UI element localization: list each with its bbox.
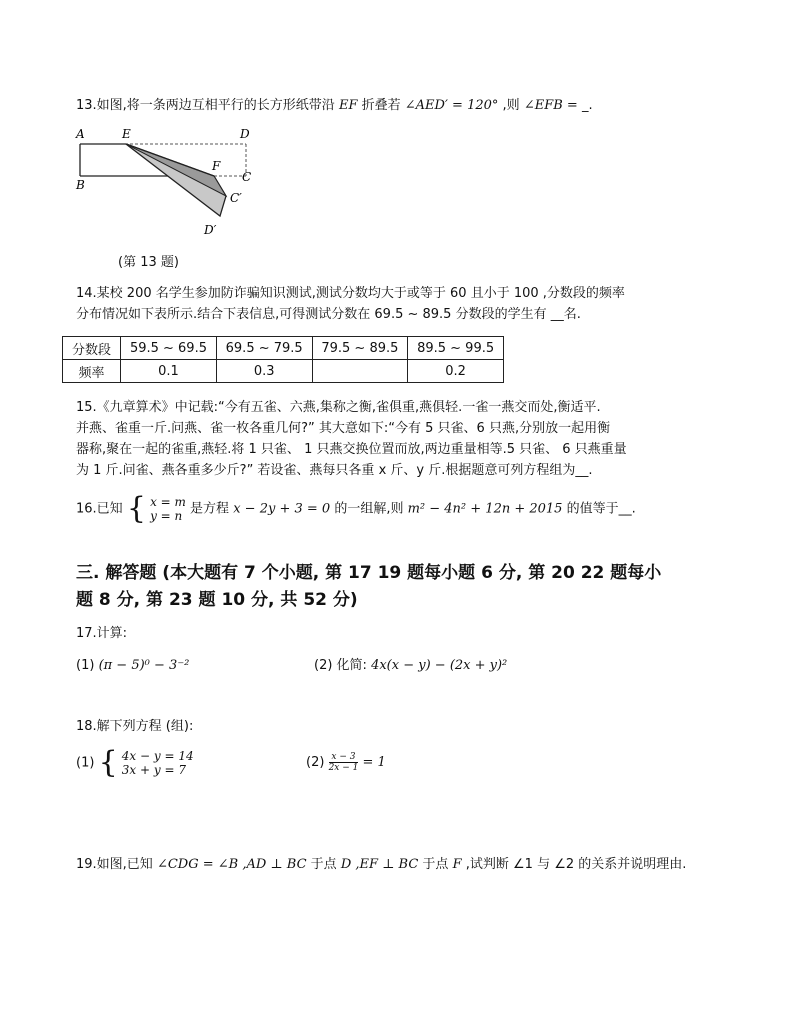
q17-p2-label: (2) 化简: — [314, 658, 367, 673]
q13-caption: (第 13 题) — [118, 255, 179, 270]
q19-text2: 于点 — [422, 857, 449, 872]
q19-cond3: ,EF ⊥ BC — [355, 857, 419, 872]
table-cell: 分数段 — [63, 337, 121, 360]
q18-part2 — [306, 752, 386, 774]
table-cell: 79.5 ~ 89.5 — [312, 337, 408, 360]
q16-pre: 16.已知 — [76, 501, 123, 517]
q17-p2-expression: 4x(x − y) − (2x + y)² — [371, 658, 508, 673]
q13-figure — [74, 124, 264, 242]
q18-eq1: 4x − y = 14 — [121, 749, 194, 763]
table-row — [63, 360, 504, 383]
q19-point-d: D — [340, 857, 352, 872]
brace-icon: { — [126, 491, 146, 526]
q16-mid: 是方程 — [190, 501, 230, 517]
q18-fraction — [329, 752, 359, 773]
q18-title: 18.解下列方程 (组): — [76, 719, 194, 734]
q18-part1 — [76, 745, 194, 780]
question-16 — [76, 491, 636, 526]
q18-p2-label: (2) — [306, 755, 325, 770]
q18-system — [122, 749, 194, 777]
q16-mid2: 的一组解,则 — [334, 501, 404, 517]
folded-shade — [126, 144, 226, 196]
q17-p1-label: (1) — [76, 658, 95, 673]
q16-sys1: x = m — [150, 495, 186, 509]
section-3-heading: 三. 解答题 (本大题有 7 个小题, 第 17 19 题每小题 6 分, 第 20 22 题每小 — [76, 563, 662, 583]
label-C: C — [242, 170, 252, 184]
q15-line: 器称,聚在一起的雀重,燕轻.将 1 只雀、 1 只燕交换位置而放,两边重量相等.5 只雀、 6 只燕重量 — [76, 442, 627, 457]
q16-equation: x − 2y + 3 = 0 — [233, 501, 331, 517]
q17-title: 17.计算: — [76, 626, 128, 641]
q17-part2 — [314, 655, 507, 677]
q17-part1 — [76, 655, 189, 677]
q19-cond1: ∠CDG = ∠B — [156, 857, 239, 872]
table-cell: 0.3 — [216, 360, 312, 383]
table-header-row — [63, 337, 504, 360]
q18-eq2: 3x + y = 7 — [121, 763, 186, 777]
q19-point-f: F — [452, 857, 462, 872]
q13-text: 13.如图,将一条两边互相平行的长方形纸带沿 — [76, 98, 335, 113]
label-C-prime: C′ — [230, 191, 242, 205]
q16-sys2: y = n — [150, 509, 183, 523]
q15-line: 为 1 斤.问雀、燕各重多少斤?” 若设雀、燕每只各重 x 斤、y 斤.根据题意可列方程组为__. — [76, 463, 593, 478]
label-A: A — [76, 127, 85, 141]
q13-angle: ∠AED′ = 120° — [404, 98, 499, 113]
table-cell: 69.5 ~ 79.5 — [216, 337, 312, 360]
q15-line: 15.《九章算术》中记载:“今有五雀、六燕,集称之衡,雀俱重,燕俱轻.一雀一燕交而处,衡适平. — [76, 400, 601, 415]
q13-ef: EF — [338, 98, 358, 113]
q19-text: 于点 — [310, 857, 337, 872]
label-F: F — [212, 159, 221, 173]
q16-system — [150, 495, 186, 523]
q19-post: ,试判断 ∠1 与 ∠2 的关系并说明理由. — [465, 857, 687, 872]
q14-line1: 14.某校 200 名学生参加防诈骗知识测试,测试分数均大于或等于 60 且小于 100 ,分数段的频率 — [76, 286, 625, 301]
label-D-prime: D′ — [204, 223, 217, 237]
table-cell: 频率 — [63, 360, 121, 383]
section-3-heading-cont: 题 8 分, 第 23 题 10 分, 共 52 分) — [76, 590, 358, 610]
label-B: B — [76, 178, 85, 192]
q13-text-mid: 折叠若 — [361, 98, 401, 113]
q18-p1-label: (1) — [76, 755, 95, 771]
frequency-table — [62, 336, 504, 383]
label-E: E — [122, 127, 131, 141]
table-cell: 0.1 — [121, 360, 217, 383]
q17-p1-expression: (π − 5)⁰ − 3⁻² — [98, 658, 190, 673]
q13-blank: _. — [581, 98, 593, 113]
q19-cond2: ,AD ⊥ BC — [242, 857, 307, 872]
q13-text-then: ,则 — [502, 98, 520, 113]
q15-line: 并燕、雀重一斤.问燕、雀一枚各重几何?” 其大意如下:“今有 5 只雀、6 只燕,分别放一起用衡 — [76, 421, 611, 436]
q18-numerator: x − 3 — [329, 752, 359, 763]
label-D: D — [240, 127, 250, 141]
question-19 — [76, 854, 686, 876]
q16-expression: m² − 4n² + 12n + 2015 — [407, 501, 563, 517]
q18-denominator: 2x − 1 — [328, 763, 359, 773]
table-cell: 0.2 — [408, 360, 504, 383]
question-13 — [76, 95, 593, 117]
q19-pre: 19.如图,已知 — [76, 857, 153, 872]
table-cell: 89.5 ~ 99.5 — [408, 337, 504, 360]
q14-line2: 分布情况如下表所示.结合下表信息,可得测试分数在 69.5 ~ 89.5 分数段的学生有 __名. — [76, 307, 581, 322]
q13-target: ∠EFB = — [523, 98, 578, 113]
table-cell — [312, 360, 408, 383]
table-cell: 59.5 ~ 69.5 — [121, 337, 217, 360]
brace-icon: { — [98, 745, 118, 780]
q16-post: 的值等于__. — [566, 501, 636, 517]
q18-rhs: = 1 — [362, 755, 386, 770]
